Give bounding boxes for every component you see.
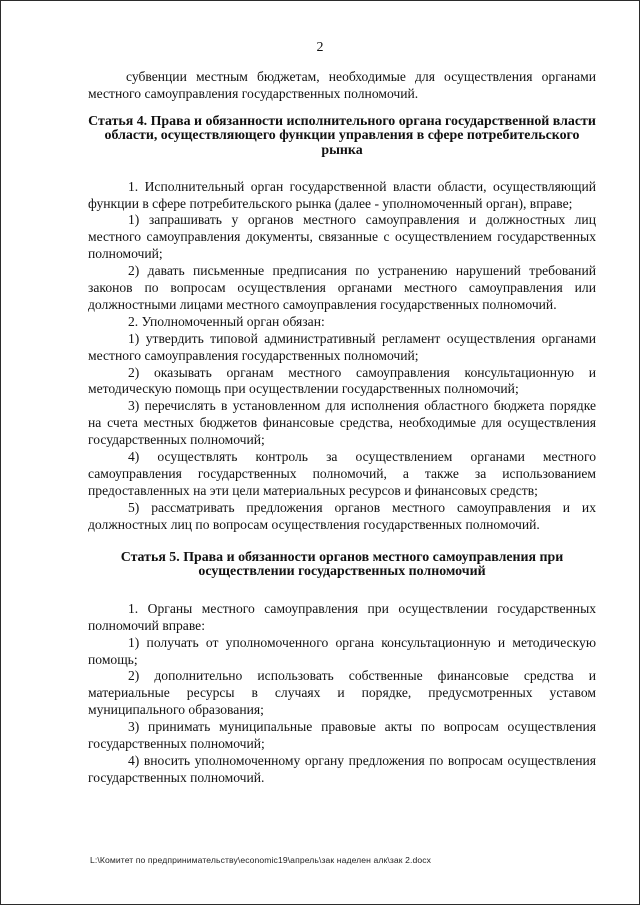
article-5-item-1-4: 4) вносить уполномоченному органу предложения по вопросам осуществления государственных полномочий. [88, 752, 596, 785]
page-number: 2 [316, 40, 324, 55]
article-4-item-1-1: 1) запрашивать у органов местного самоуправления и должностных лиц местного самоуправления документы, связанные с осуществлением государственных полномочий; [88, 212, 596, 262]
article-4-heading: Статья 4. Права и обязанности исполнительного органа государственной власти области, осуществляющего функции управления в сфере потребительского рынка [88, 113, 596, 158]
article-4-item-2-2: 2) оказывать органам местного самоуправления консультационную и методическую помощь при осуществлении государственных полномочий; [88, 364, 596, 397]
document-body [88, 69, 596, 787]
article-5-item-1-1: 1) получать от уполномоченного органа консультационную и методическую помощь; [88, 634, 596, 667]
file-path-footer: L:\Комитет по предпринимательству\economic19\апрель\зак наделен алк\зак 2.docx [90, 855, 432, 865]
article-4-item-2-4: 4) осуществлять контроль за осуществлением органами местного самоуправления государственных полномочий, а также за использованием предоставленных на эти цели материальных ресурсов и финансовых средств; [88, 449, 596, 498]
article-5-paragraph-1: 1. Органы местного самоуправления при осуществлении государственных полномочий вправе: [88, 600, 596, 633]
article-5-item-1-3: 3) принимать муниципальные правовые акты по вопросам осуществления государственных полномочий; [88, 719, 596, 752]
paragraph-continuation: субвенции местным бюджетам, необходимые для осуществления органами местного самоуправления государственных полномочий. [88, 69, 596, 101]
article-5-heading: Статья 5. Права и обязанности органов местного самоуправления при осуществлении государственных полномочий [120, 549, 564, 580]
article-4-item-2-5: 5) рассматривать предложения органов местного самоуправления и их должностных лиц по вопросам осуществления государственных полномочий. [88, 499, 596, 532]
article-4-paragraph-2: 2. Уполномоченный орган обязан: [128, 313, 325, 329]
article-5-item-1-2: 2) дополнительно использовать собственные финансовые средства и материальные ресурсы в случаях и порядке, предусмотренных уставом муниципального образования; [88, 668, 596, 718]
article-4-item-2-1: 1) утвердить типовой административный регламент осуществления органами местного самоуправления государственных полномочий; [88, 330, 596, 363]
article-4-paragraph-1: 1. Исполнительный орган государственной власти области, осуществляющий функции в сфере потребительского рынка (далее - уполномоченный орган), вправе; [88, 178, 596, 211]
article-4-item-1-2: 2) давать письменные предписания по устранению нарушений требований законов по вопросам осуществления органами местного самоуправления или должностными лицами местного самоуправления государственных полномочий. [88, 263, 596, 312]
article-4-item-2-3: 3) перечислять в установленном для исполнения областного бюджета порядке на счета местных бюджетов финансовые средства, необходимые для осуществления государственных полномочий; [88, 398, 596, 448]
